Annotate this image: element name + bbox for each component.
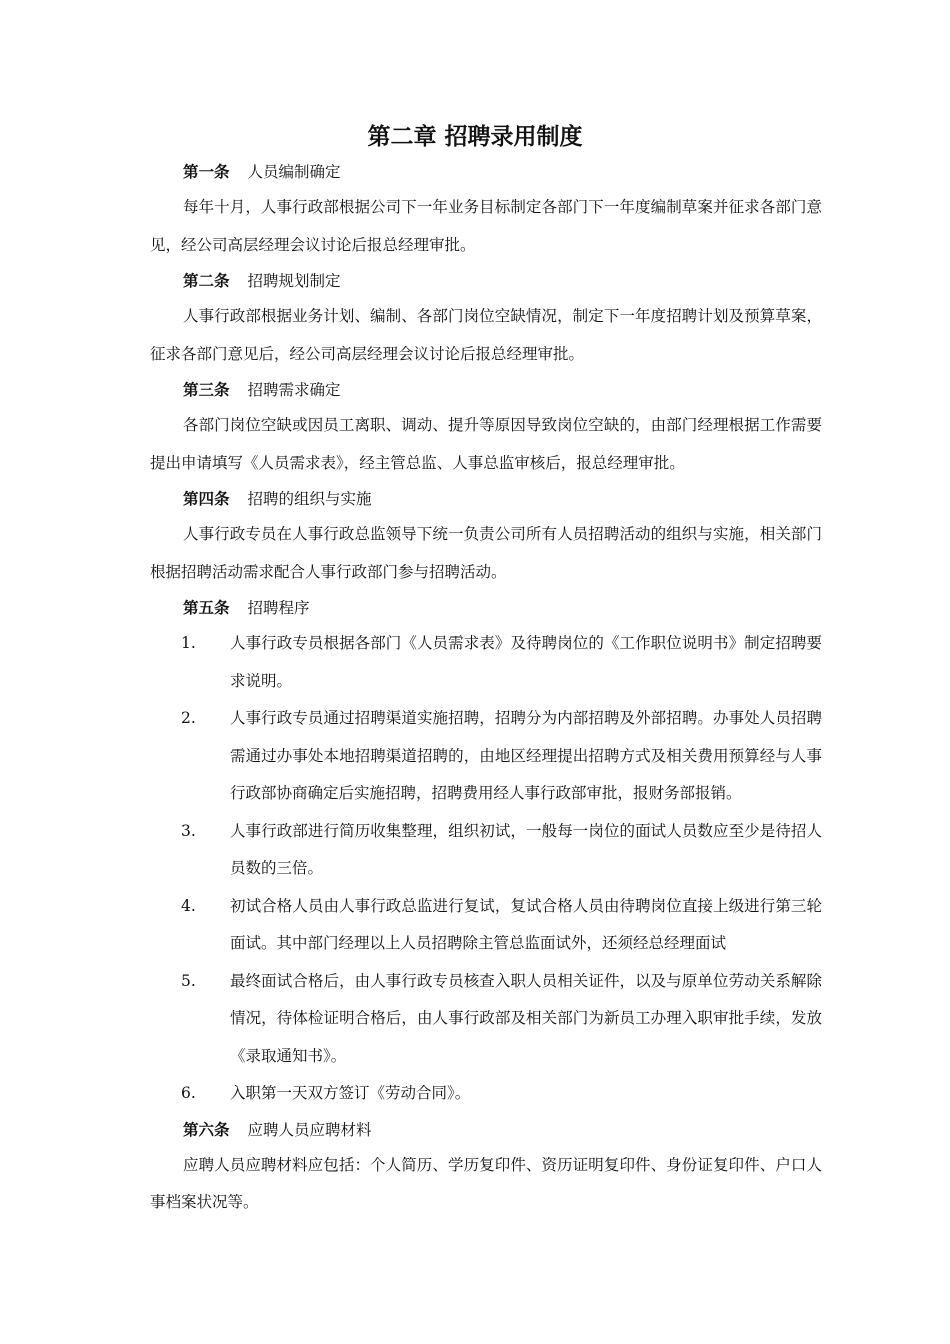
list-item	[150, 625, 822, 700]
recruitment-steps-list	[150, 625, 822, 1113]
list-item	[150, 700, 822, 813]
article-3-heading	[150, 373, 822, 407]
list-text: 人事行政专员通过招聘渠道实施招聘，招聘分为内部招聘及外部招聘。办事处人员招聘需通过办事处本地招聘渠道招聘的，由地区经理提出招聘方式及相关费用预算经与人事行政部协商确定后实施招聘，招聘费用经人事行政部审批，报财务部报销。	[230, 709, 822, 802]
article-number: 第二条	[183, 271, 230, 290]
article-5-heading	[150, 591, 822, 625]
article-title: 招聘程序	[247, 599, 310, 617]
article-4-text: 人事行政专员在人事行政总监领导下统一负责公司所有人员招聘活动的组织与实施，相关部门根据招聘活动需求配合人事行政部门参与招聘活动。	[150, 525, 822, 581]
article-6-text: 应聘人员应聘材料应包括：个人简历、学历复印件、资历证明复印件、身份证复印件、户口人事档案状况等。	[150, 1155, 822, 1211]
list-item	[150, 1075, 822, 1113]
article-3-text: 各部门岗位空缺或因员工离职、调动、提升等原因导致岗位空缺的，由部门经理根据工作需要提出申请填写《人员需求表》，经主管总监、人事总监审核后，报总经理审批。	[150, 416, 822, 472]
list-text: 初试合格人员由人事行政总监进行复试，复试合格人员由待聘岗位直接上级进行第三轮面试。其中部门经理以上人员招聘除主管总监面试外，还须经总经理面试	[230, 896, 822, 952]
article-6-heading	[150, 1113, 822, 1147]
article-2-heading	[150, 264, 822, 298]
article-title: 人员编制确定	[247, 163, 341, 181]
list-text: 人事行政专员根据各部门《人员需求表》及待聘岗位的《工作职位说明书》制定招聘要求说明。	[230, 634, 822, 690]
chapter-title: 第二章 招聘录用制度	[367, 123, 583, 150]
article-2-text: 人事行政部根据业务计划、编制、各部门岗位空缺情况，制定下一年度招聘计划及预算草案，征求各部门意见后，经公司高层经理会议讨论后报总经理审批。	[150, 307, 822, 363]
list-text: 人事行政部进行简历收集整理，组织初试，一般每一岗位的面试人员数应至少是待招人员数的三倍。	[230, 821, 822, 877]
list-text: 最终面试合格后，由人事行政专员核查入职人员相关证件，以及与原单位劳动关系解除情况，待体检证明合格后，由人事行政部及相关部门为新员工办理入职审批手续，发放《录取通知书》。	[230, 971, 822, 1065]
list-number: 4.	[181, 896, 196, 915]
list-number: 3.	[181, 821, 196, 840]
list-number: 5.	[181, 971, 196, 990]
article-title: 招聘规划制定	[247, 272, 341, 290]
list-item	[150, 813, 822, 888]
list-number: 1.	[181, 634, 196, 652]
article-number: 第六条	[183, 1119, 230, 1139]
article-1-heading	[150, 155, 822, 189]
article-number: 第三条	[183, 380, 230, 399]
list-number: 6.	[181, 1084, 196, 1102]
article-title: 招聘需求确定	[247, 381, 341, 399]
list-number: 2.	[181, 709, 196, 727]
list-item	[150, 888, 822, 963]
list-text: 入职第一天双方签订《劳动合同》。	[230, 1084, 471, 1102]
article-title: 招聘的组织与实施	[247, 490, 372, 508]
article-4-heading	[150, 482, 822, 516]
list-item	[150, 963, 822, 1076]
article-title: 应聘人员应聘材料	[247, 1120, 372, 1139]
article-number: 第五条	[183, 598, 230, 617]
article-number: 第一条	[183, 162, 230, 181]
article-1-text: 每年十月，人事行政部根据公司下一年业务目标制定各部门下一年度编制草案并征求各部门意见，经公司高层经理会议讨论后报总经理审批。	[150, 198, 822, 254]
article-number: 第四条	[183, 489, 230, 508]
document-body	[150, 155, 822, 1222]
